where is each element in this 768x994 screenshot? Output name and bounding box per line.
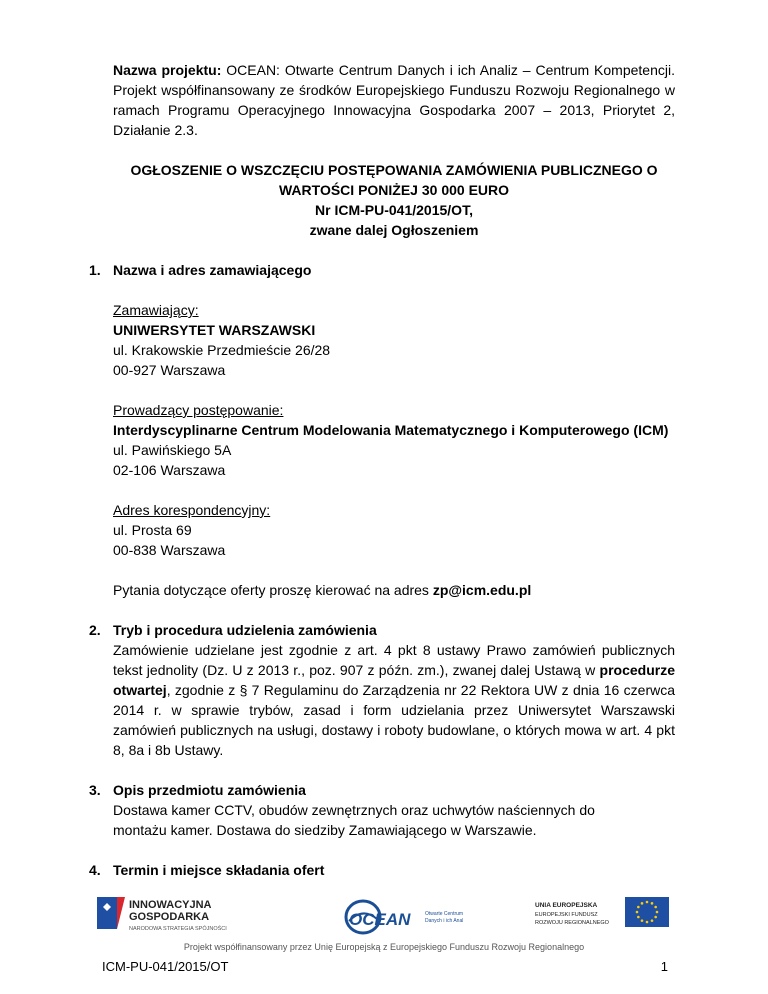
section-title: Nazwa i adres zamawiającego [113, 262, 312, 278]
heading-line-4: zwane dalej Ogłoszeniem [309, 222, 479, 238]
announcement-heading [113, 160, 675, 240]
conductor-city: 02-106 Warszawa [113, 462, 226, 478]
document-body [89, 60, 675, 880]
ig-line-1: INNOWACYJNA [129, 899, 212, 911]
section-title: Tryb i procedura udzielenia zamówienia [113, 622, 377, 638]
ocean-sub-2: Danych i ich Analiz [425, 918, 463, 924]
innowacyjna-gospodarka-logo [95, 893, 235, 937]
contact-email[interactable]: zp@icm.edu.pl [432, 582, 532, 598]
contracting-city: 00-927 Warszawa [113, 362, 226, 378]
document-id: ICM-PU-041/2015/OT [102, 959, 229, 974]
eu-star [641, 919, 644, 922]
heading-line-2: WARTOŚCI PONIŻEJ 30 000 EURO [278, 182, 510, 198]
conductor-street: ul. Pawińskiego 5A [113, 442, 232, 458]
eu-star [646, 901, 649, 904]
correspondence-label: Adres korespondencyjny: [113, 502, 271, 518]
ocean-logo [343, 893, 463, 939]
eu-star [637, 906, 640, 909]
procedure-text-a: Zamówienie udzielane jest zgodnie z art. 4 pkt 8 ustawy Prawo zamówień publicznych tekst jednolity (Dz. U z 2013 r., poz. 907 z późn. zm.), zwanej dalej Ustawą w [113, 642, 675, 678]
ocean-wave-icon [343, 893, 463, 939]
contracting-label: Zamawiający: [113, 302, 199, 318]
section-1 [89, 260, 675, 280]
ig-line-3: NARODOWA STRATEGIA SPÓJNOŚCI [129, 926, 227, 932]
contracting-name: UNIWERSYTET WARSZAWSKI [113, 322, 316, 338]
ig-emblem-icon [95, 893, 235, 937]
project-text: OCEAN: Otwarte Centrum Danych i ich Analiz – Centrum Kompetencji. Projekt współfinansowany ze środków Europejskiego Funduszu Rozwoju Regionalnego w ramach Programu Operacyjnego Innowacyjna Gospodarka 2007 – 2013, Priorytet 2, Działanie 2.3. [113, 62, 675, 138]
section-number: 4. [89, 862, 101, 878]
eu-star [651, 902, 654, 905]
ue-line-1: UNIA EUROPEJSKA [535, 902, 598, 909]
questions-text: Pytania dotyczące oferty proszę kierować na adres [113, 582, 433, 598]
section-4 [89, 860, 675, 880]
eu-text-block [535, 895, 675, 935]
correspondence-street: ul. Prosta 69 [113, 522, 192, 538]
correspondence-city: 00-838 Warszawa [113, 542, 226, 558]
ocean-word: OCEAN [349, 910, 411, 929]
eu-star [651, 919, 654, 922]
section-number: 1. [89, 262, 101, 278]
conductor-name: Interdyscyplinarne Centrum Modelowania Matematycznego i Komputerowego (ICM) [113, 422, 669, 438]
eu-star [641, 902, 644, 905]
eu-star [654, 906, 657, 909]
eu-star [646, 921, 649, 924]
procedure-text-bold: procedurze otwartej [113, 662, 675, 698]
contracting-street: ul. Krakowskie Przedmieście 26/28 [113, 342, 331, 358]
ig-line-2: GOSPODARKA [129, 911, 210, 923]
procedure-text-b: , zgodnie z § 7 Regulaminu do Zarządzenia nr 22 Rektora UW z dnia 16 czerwca 2014 r. w sprawie trybów, zasad i form udzielania przez Uniwersytet Warszawski zamówień publicznych na usługi, dostawy i roboty budowlane, o których mowa w art. 4 pkt 8, 8a i 8b Ustawy. [113, 682, 675, 758]
footer-logos [95, 893, 675, 941]
eu-star [654, 916, 657, 919]
section-3 [89, 780, 675, 840]
eu-star [637, 916, 640, 919]
eu-star [656, 911, 659, 914]
ue-line-3: ROZWOJU REGIONALNEGO [535, 920, 609, 926]
section-title: Termin i miejsce składania ofert [113, 862, 325, 878]
section-text [113, 640, 675, 760]
project-label: Nazwa projektu: [113, 62, 222, 78]
ocean-sub-1: Otwarte Centrum [425, 911, 463, 917]
section-number: 3. [89, 782, 101, 798]
cofinancing-note: Projekt współfinansowany przez Unię Europejską z Europejskiego Funduszu Rozwoju Regionalnego [183, 942, 585, 952]
page-number: 1 [660, 959, 668, 974]
heading-line-3: Nr ICM-PU-041/2015/OT, [315, 202, 473, 218]
ue-line-2: EUROPEJSKI FUNDUSZ [535, 912, 598, 918]
heading-line-1: OGŁOSZENIE O WSZCZĘCIU POSTĘPOWANIA ZAMÓWIENIA PUBLICZNEGO O [130, 162, 658, 178]
questions-line [113, 580, 675, 600]
section-2 [89, 620, 675, 760]
eu-star [636, 911, 639, 914]
section-text: Dostawa kamer CCTV, obudów zewnętrznych oraz uchwytów naściennych do montażu kamer. Dostawa do siedziby Zamawiającego w Warszawie. [113, 802, 595, 838]
project-intro [113, 60, 675, 140]
conductor-label: Prowadzący postępowanie: [113, 402, 284, 418]
eu-logo [535, 895, 675, 935]
section-title: Opis przedmiotu zamówienia [113, 782, 306, 798]
section-number: 2. [89, 622, 101, 638]
